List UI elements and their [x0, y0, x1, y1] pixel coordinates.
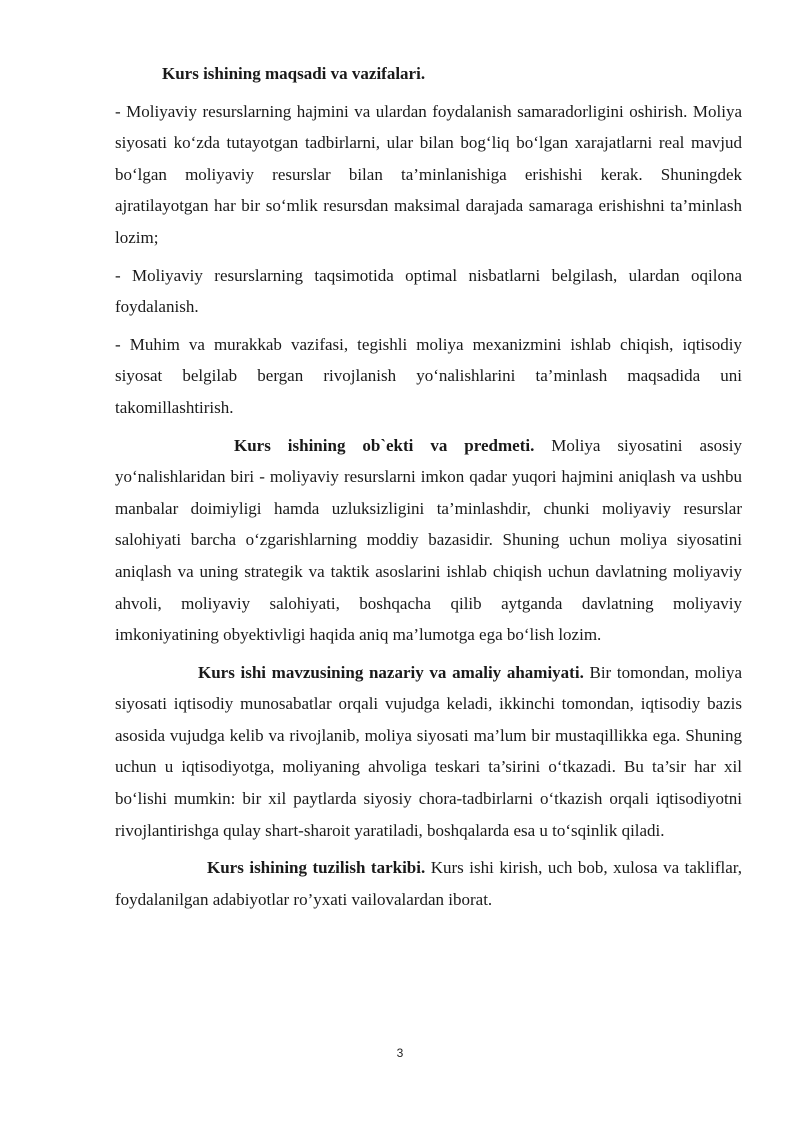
- goal-paragraph-1: - Moliyaviy resurslarning hajmini va ulardan foydalanish samaradorligini oshirish. Moliya siyosati ko‘zda tutayotgan tadbirlarni, ular bilan bog‘liq bo‘lgan xarajatlarni real mavjud bo‘lgan moliyaviy resurslar bilan ta’minlanishiga erishishi kerak. Shuningdek ajratilayotgan har bir so‘mlik resursdan maksimal darajada samaraga erishishni ta’minlash lozim;: [115, 101, 742, 247]
- section-body-significance: Bir tomondan, moliya siyosati iqtisodiy munosabatlar orqali vujudga keladi, ikkinchi tomondan, iqtisodiy bazis asosida vujudga kelib va rivojlanib, moliya siyosati ma’lum bir mustaqillikka ega. Shuning uchun u iqtisodiyotga, moliyaning ahvoliga teskari ta’sirini o‘tkazadi. Bu ta’sir har xil bo‘lishi mumkin: bir xil paytlarda siyosiy chora-tadbirlarni o‘tkazish orqali iqtisodiyotni rivojlantirishga qulay shart-sharoit yaratiladi, boshqalarda esa u to‘sqinlik qiladi.: [115, 662, 742, 840]
- section-structure: [115, 852, 742, 915]
- section-heading-significance: Kurs ishi mavzusining nazariy va amaliy ahamiyati.: [198, 662, 584, 682]
- page-number: 3: [396, 1046, 404, 1060]
- section-significance: [115, 657, 742, 847]
- goal-paragraph-3: - Muhim va murakkab vazifasi, tegishli moliya mexanizmini ishlab chiqish, iqtisodiy siyosat belgilab bergan rivojlanish yo‘nalishlarini ta’minlash maqsadida uni takomillashtirish.: [115, 334, 742, 417]
- section-heading-object-subject: Kurs ishining ob`ekti va predmeti.: [234, 435, 535, 455]
- section-heading-structure: Kurs ishining tuzilish tarkibi.: [207, 858, 426, 878]
- section-body-object-subject: Moliya siyosatini asosiy yo‘nalishlaridan biri - moliyaviy resurslarni imkon qadar yuqori hajmini aniqlash va ushbu manbalar doimiyligi hamda uzluksizligini ta’minlashdir, chunki moliyaviy resurslar salohiyati barcha o‘zgarishlarning moddiy bazasidir. Shuning uchun moliya siyosatini aniqlash va uning strategik va taktik asoslarini ishlab chiqish uchun davlatning moliyaviy ahvoli, moliyaviy salohiyati, boshqacha qilib aytganda davlatning moliyaviy imkoniyatining obyektivligi haqida aniq ma’lumotga ega bo‘lish lozim.: [115, 435, 742, 645]
- document-body: [115, 58, 742, 915]
- section-object-subject: [115, 430, 742, 651]
- page-title: Kurs ishining maqsadi va vazifalari.: [162, 64, 426, 83]
- section-body-structure: Kurs ishi kirish, uch bob, xulosa va takliflar, foydalanilgan adabiyotlar ro’yxati vailovalardan iborat.: [115, 858, 742, 909]
- goal-paragraph-2: - Moliyaviy resurslarning taqsimotida optimal nisbatlarni belgilash, ulardan oqilona foydalanish.: [115, 265, 742, 317]
